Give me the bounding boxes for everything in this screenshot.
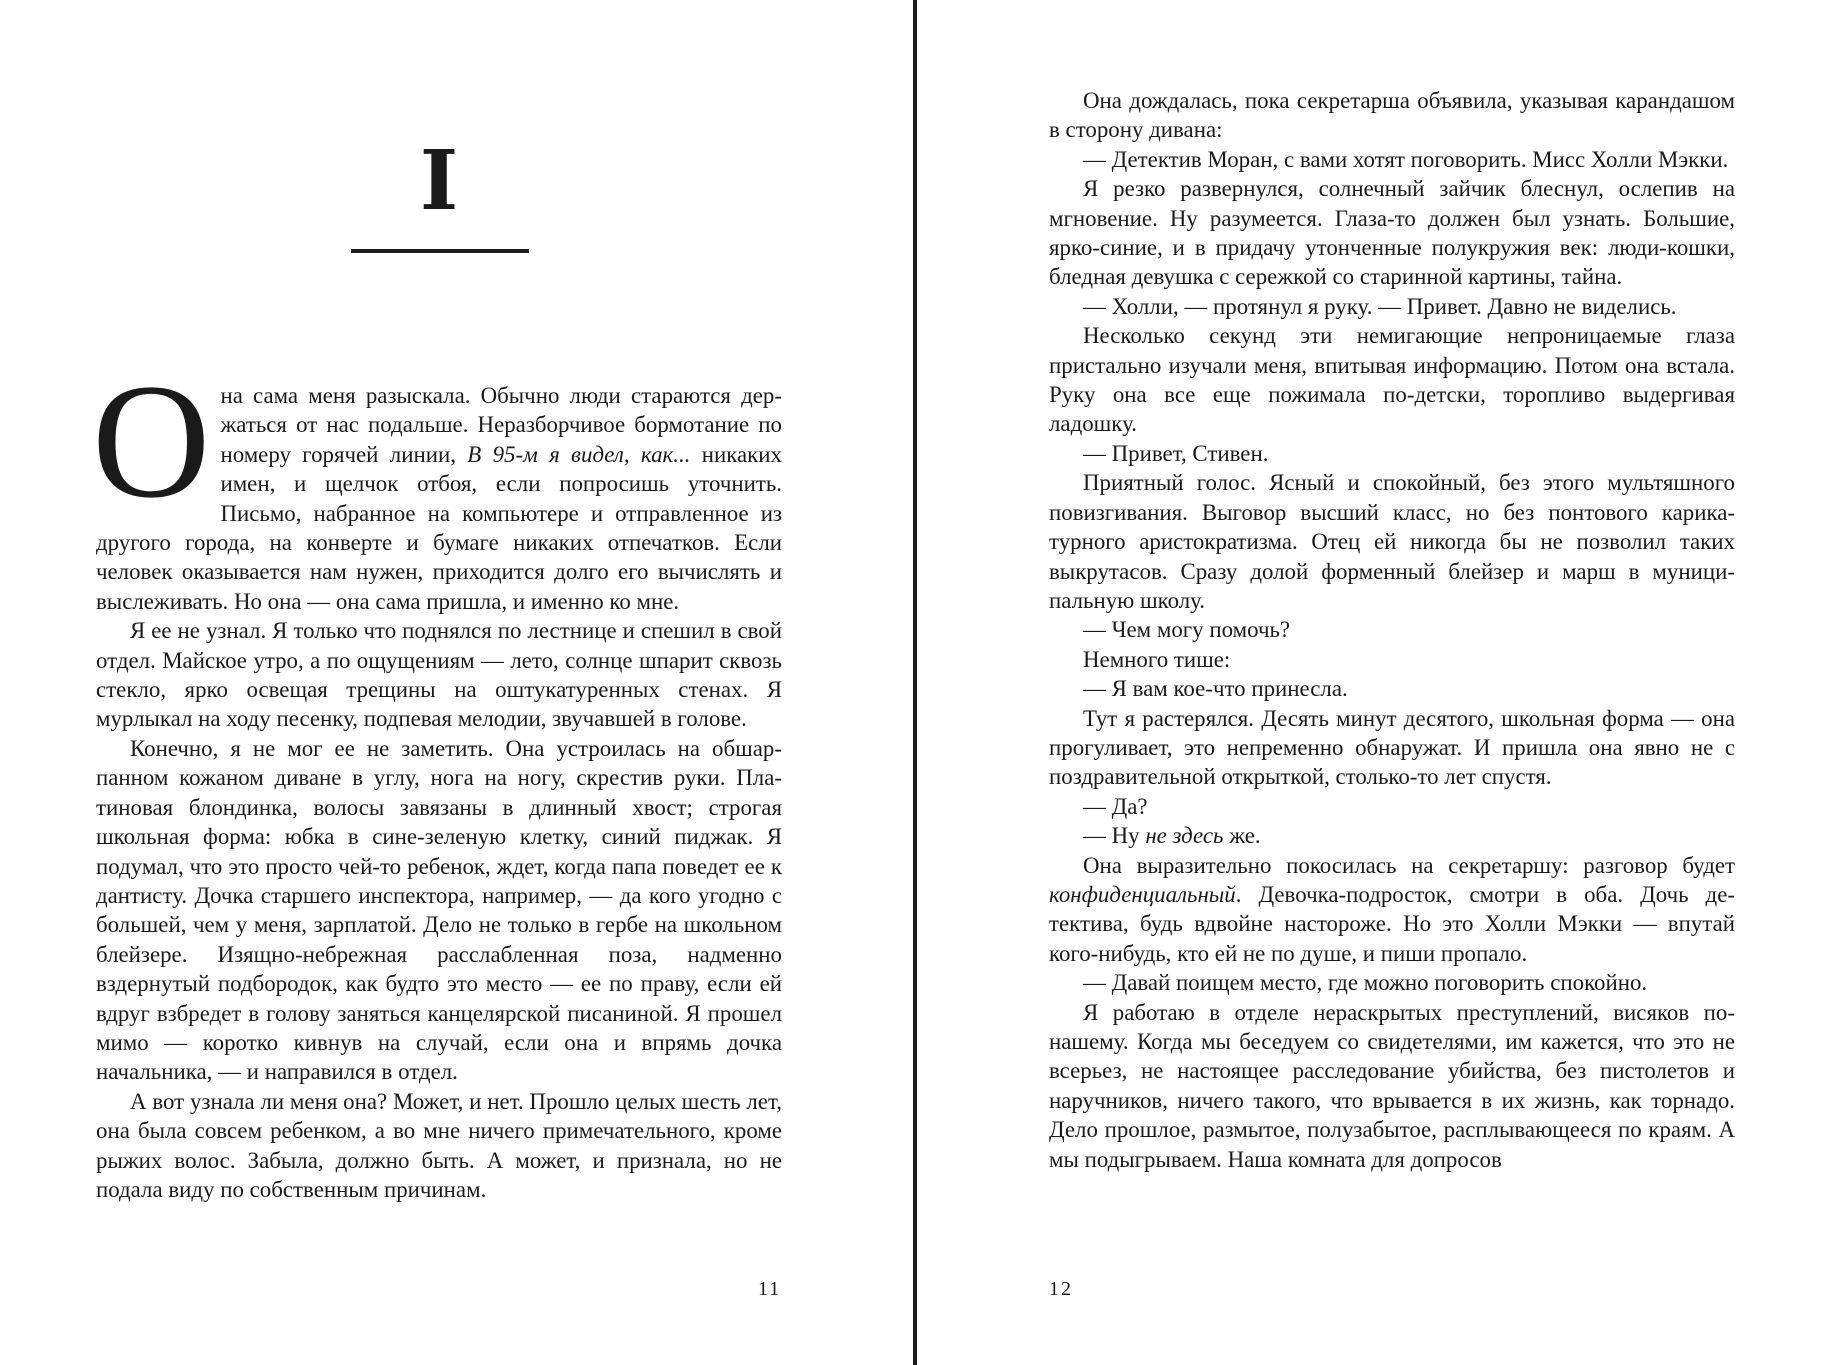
text-run: на сама меня разыскала. Обычно люди стараются держаться от нас подальше. Неразборчивое бормотание по номеру горячей линии, <box>220 383 782 467</box>
text-run: Немного тише: <box>1083 646 1231 672</box>
text-run: — Давай поищем место, где можно поговорить спокойно. <box>1083 970 1648 996</box>
paragraph <box>1049 998 1735 1174</box>
text-run: — Привет, Стивен. <box>1083 440 1269 466</box>
text-run: Она выразительно покосилась на секретаршу: разговор будет <box>1083 852 1735 878</box>
chapter-rule <box>351 249 529 253</box>
paragraph <box>1049 851 1735 969</box>
paragraph <box>1049 645 1735 674</box>
text-run: — Да? <box>1083 793 1148 819</box>
text-run: Я резко развернулся, солнечный зайчик блеснул, ослепив на мгновение. Ну разумеется. Глаза-то должен был узнать. Большие, ярко-синие, и в придачу утонченные полукружия век: люди-кошки, бледная девушка с сережкой со старинной картины, тайна. <box>1049 176 1735 290</box>
text-run: — Ну <box>1083 823 1146 849</box>
text-run: Несколько секунд эти немигающие непроницаемые глаза пристально изучали меня, впитывая информацию. Потом она встала. Руку она все еще пожимала по-детски, торопливо выдергивая ладошку. <box>1049 323 1735 437</box>
text-run: . Девочка-подросток, смотри в оба. Дочь детектива, будь вдвойне настороже. Но это Холли Мэкки — впутай кого-нибудь, кто ей не по душе, и пиши пропало. <box>1049 881 1735 966</box>
paragraph <box>96 616 782 734</box>
page-number: 12 <box>1049 1278 1073 1300</box>
right-page <box>917 0 1823 1365</box>
text-run: — Холли, — протянул я руку. — Привет. Давно не виделись. <box>1083 293 1677 319</box>
chapter-number: I <box>419 133 459 229</box>
text-run: Я работаю в отделе нераскрытых преступлений, висяков по-нашему. Когда мы беседуем со свидетелями, им кажется, что это не всерьез, не настоящее расследование убийства, без пистолетов и наручников, ничего такого, что врывается в их жизнь, как торнадо. Дело прошлое, размытое, полузабытое, расплывающееся по краям. А мы подыгрываем. Наша комната для допросов <box>1049 999 1735 1172</box>
text-run: — Чем могу помочь? <box>1083 617 1291 643</box>
body-text <box>1049 86 1735 1174</box>
paragraph <box>1049 704 1735 792</box>
paragraph <box>1049 86 1735 145</box>
paragraph <box>1049 615 1735 644</box>
paragraph <box>1049 468 1735 615</box>
body-text <box>92 351 783 1204</box>
paragraph <box>1049 145 1735 174</box>
paragraph <box>96 1087 782 1205</box>
text-run: Она дождалась, пока секретарша объявила, указывая карандашом в сторону дивана: <box>1049 88 1735 143</box>
text-run: же. <box>1223 823 1261 849</box>
paragraph <box>92 351 783 616</box>
text-run: Тут я растерялся. Десять минут десятого, школьная форма — она прогуливает, это непременно обнаружат. И пришла она явно не с поздравительной открыткой, столько-то лет спустя. <box>1049 705 1735 790</box>
paragraph <box>1049 321 1735 439</box>
paragraph <box>1049 439 1735 468</box>
italic-run: конфиденциальный <box>1049 881 1236 907</box>
paragraph <box>1049 292 1735 321</box>
text-run: Конечно, я не мог ее не заметить. Она устроилась на обшарпанном кожаном диване в углу, нога на ногу, скрестив руки. Платиновая блондинка, волосы завязаны в длинный хвост; строгая школьная форма: юбка в сине-зеленую клетку, синий пиджак. Я подумал, что это просто чей-то ребенок, ждет, когда папа поведет ее к дантисту. Дочка старшего инспектора, например, — да кого угодно с большей, чем у меня, зарплатой. Дело не только в гербе на школьном блейзере. Изящно-небрежная расслабленная поза, надменно вздернутый подбородок, как будто это место — ее по праву, если ей вдруг взбредет в голову заняться канцелярской писаниной. Я прошел мимо — коротко кивнув на случай, если она и впрямь дочка начальника, — и направился в отдел. <box>96 735 782 1085</box>
paragraph <box>1049 821 1735 850</box>
drop-cap: О <box>92 351 211 532</box>
page-number: 11 <box>758 1278 782 1300</box>
paragraph <box>1049 968 1735 997</box>
paragraph <box>1049 674 1735 703</box>
paragraph <box>1049 792 1735 821</box>
paragraph <box>1049 174 1735 292</box>
paragraph <box>96 734 782 1087</box>
text-run: А вот узнала ли меня она? Может, и нет. Прошло целых шесть лет, она была совсем ребенком, а во мне ничего примечательного, кроме рыжих волос. Забыла, должно быть. А может, и признала, но не подала виду по собственным причинам. <box>96 1088 782 1202</box>
italic-run: не здесь <box>1145 823 1224 849</box>
text-run: никаких имен, и щелчок отбоя, если попросишь уточнить. Письмо, набранное на компьютере и отправленное из другого города, на конверте и бумаге никаких отпечатков. Если человек оказывается нам нужен, приходится долго его вычислять и выслеживать. Но она — она сама пришла, и именно ко мне. <box>96 441 783 614</box>
text-run: Приятный голос. Ясный и спокойный, без этого мультяшного повизгивания. Выговор высший класс, но без понтового карикатурного аристократизма. Отец ей никогда бы не позволил таких выкрутасов. Сразу долой форменный блейзер и марш в муниципальную школу. <box>1049 470 1735 613</box>
text-run: — Я вам кое-что принесла. <box>1083 676 1348 702</box>
text-run: — Детектив Моран, с вами хотят поговорить. Мисс Холли Мэкки. <box>1083 146 1729 172</box>
text-run: Я ее не узнал. Я только что поднялся по лестнице и спешил в свой отдел. Майское утро, а по ощущениям — лето, солнце шпарит сквозь стекло, ярко освещая трещины на оштукатуренных стенах. Я мурлыкал на ходу песенку, подпевая мелодии, звучавшей в голове. <box>96 618 782 732</box>
italic-run: В 95-м я видел, как... <box>467 441 691 467</box>
